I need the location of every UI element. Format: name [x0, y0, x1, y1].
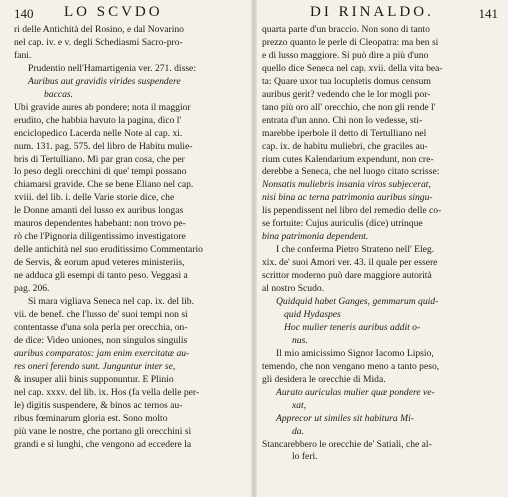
text-line: quarta parte d'un braccio. Non sono di tanto — [262, 24, 430, 35]
text-line: Nonsatis muliebris insania viros subjecerat, — [262, 179, 431, 191]
left-page-body — [14, 24, 248, 451]
left-page-header — [14, 4, 248, 24]
text-line: lo peso degli orecchini di que' tempi possano — [14, 166, 187, 178]
text-line: se fortuite: Cujus auriculis (dice) utrinque — [262, 218, 423, 230]
text-line: cap. ix. de habitu muliebri, che graciles au- — [262, 140, 428, 152]
text-line: le Donne amanti del lusso ex auribus longas — [14, 205, 184, 217]
text-line: quid Hydaspes — [284, 308, 341, 320]
text-line: Quidquid habet Ganges, gemmarum quid- — [276, 296, 439, 308]
text-line: fani. — [14, 49, 32, 61]
text-line: Aurato auriculas mulier quæ pondere ve- — [276, 386, 435, 398]
text-line: xat, — [292, 399, 307, 411]
text-line: prezzo quanto le perle di Cleopatra: ma ben sì — [262, 36, 439, 48]
text-line: ribus fœminarum gloria est. Sono molto — [14, 412, 168, 424]
right-page-header — [262, 4, 498, 24]
text-line: derebbe a Seneca, che nel luogo citato scrisse: — [262, 166, 440, 178]
text-line: Hoc mulier teneris auribus addit o- — [284, 321, 421, 333]
right-page-body — [262, 24, 498, 464]
text-line: pag. 206. — [14, 283, 50, 295]
text-line: bris di Tertulliano. Mi par gran cosa, che per — [14, 153, 185, 165]
text-line: nel cap. xxxv. del lib. ix. Hos (fa vella delle per- — [14, 386, 200, 398]
text-line: nel cap. iv. e v. degli Schediasmi Sacro-pro- — [14, 36, 183, 48]
text-line: rium cutes Kalendarium expendunt, non cre- — [262, 153, 434, 165]
text-line: Apprecor ut similes sit habitura Mi- — [276, 412, 414, 424]
text-line: ta: Quare uxor tua locupletis domus censum — [262, 75, 431, 87]
text-line: mauros dependentes habebant: non trovo pe- — [14, 218, 186, 230]
text-line: baccas. — [44, 88, 74, 100]
text-line: chiamarsi gravide. Che se bene Eliano nel cap. — [14, 179, 194, 191]
text-line: Il mio amicissimo Signor Iacomo Lipsio, — [276, 347, 434, 359]
text-line: nus. — [292, 334, 308, 346]
text-line: de dice: Video uniones, non singulos singulis — [14, 334, 188, 346]
text-line: gli desidera le orecchie di Mida. — [262, 373, 386, 385]
text-line: res oneri ferendo sunt. Junguntur inter se, — [14, 360, 176, 372]
text-line: Si mara vigliava Seneca nel cap. ix. del lib. — [28, 296, 194, 308]
text-line: auribus gerit? vedendo che le lor mogli por- — [262, 88, 431, 100]
text-line: enciclopedico Lacerda nelle Note al cap. xi. — [14, 127, 183, 139]
text-line: & insuper alii binis supponuntur. E Plinio — [14, 373, 174, 385]
text-line: bina patrimonia dependent. — [262, 231, 369, 243]
text-line: de Servis, & eorum apud veteres ministeriis, — [14, 257, 185, 269]
right-page — [254, 0, 508, 497]
text-line: Prudentio nell'Hamartigenia ver. 271. disse: — [28, 62, 196, 74]
text-line: contentasse d'una sola perla per orecchia, on- — [14, 321, 188, 333]
text-line: entrata d'un anno. Chi non lo vedesse, sti- — [262, 114, 423, 126]
text-line: ne adduca gli esempi di tanto peso. Veggasi a — [14, 270, 188, 282]
page-number: 140 — [14, 6, 34, 21]
text-line: grandi e sì lunghi, che vengono ad eccedere la — [14, 438, 192, 450]
text-line: rò che l'Pignoria diligentissimo investigatore — [14, 231, 186, 243]
text-line: le) digitis suspendere, & binos ac ternos au- — [14, 399, 183, 411]
text-line: più vane le nostre, che portano gli orecchini sì — [14, 425, 192, 437]
text-line: I che conferma Pietro Strateno nell' Eleg. — [276, 244, 435, 256]
text-line: erudito, che habbia havuto la pagina, dico l' — [14, 114, 182, 126]
text-line: Stancarebbero le orecchie de' Satiali, che al- — [262, 438, 432, 450]
page-number: 141 — [478, 6, 498, 21]
text-line: da. — [292, 425, 304, 437]
text-line: num. 131. pag. 575. del libro de Habitu mulie- — [14, 140, 193, 152]
text-line: delle antichità nel suo eruditissimo Commentario — [14, 244, 203, 256]
text-line: auribus comparatos: jam enim exercitatæ au- — [14, 347, 190, 359]
running-head: LO SCVDO — [64, 4, 163, 20]
text-line: temendo, che non vengano meno a tanto peso, — [262, 360, 440, 372]
text-line: xviii. del lib. i. delle Varie storie dice, che — [14, 192, 175, 204]
text-line: tano più oro all' orecchio, che non gli rende l' — [262, 101, 436, 113]
text-line: ri delle Antichità del Rosino, e dal Novarino — [14, 24, 184, 35]
text-line: quello dice Seneca nel cap. xvii. della vita bea- — [262, 62, 443, 74]
text-line: nisi bina ac terna patrimonia auribus singu- — [262, 192, 433, 204]
running-head: DI RINALDO. — [310, 4, 434, 20]
text-line: al nostro Scudo. — [262, 283, 325, 295]
text-line: scrittor moderno può dare maggiore autorità — [262, 270, 432, 282]
text-line: vii. de benef. che l'lusso de' suoi tempi non si — [14, 308, 188, 320]
text-line: lis pependissent nel libro del remedio delle co- — [262, 205, 442, 217]
text-line: Ubi gravide aures ab pondere; nota il maggior — [14, 101, 191, 113]
text-line: Auribus aut gravidis virides suspendere — [28, 75, 181, 87]
text-line: xix. de' suoi Amori ver. 43. il quale per essere — [262, 257, 438, 269]
text-line: lo feri. — [292, 451, 318, 463]
text-line: e di lusso maggiore. Si può dire a più d'uno — [262, 49, 429, 61]
text-line: marebbe iperbole il detto di Tertulliano nel — [262, 127, 427, 139]
